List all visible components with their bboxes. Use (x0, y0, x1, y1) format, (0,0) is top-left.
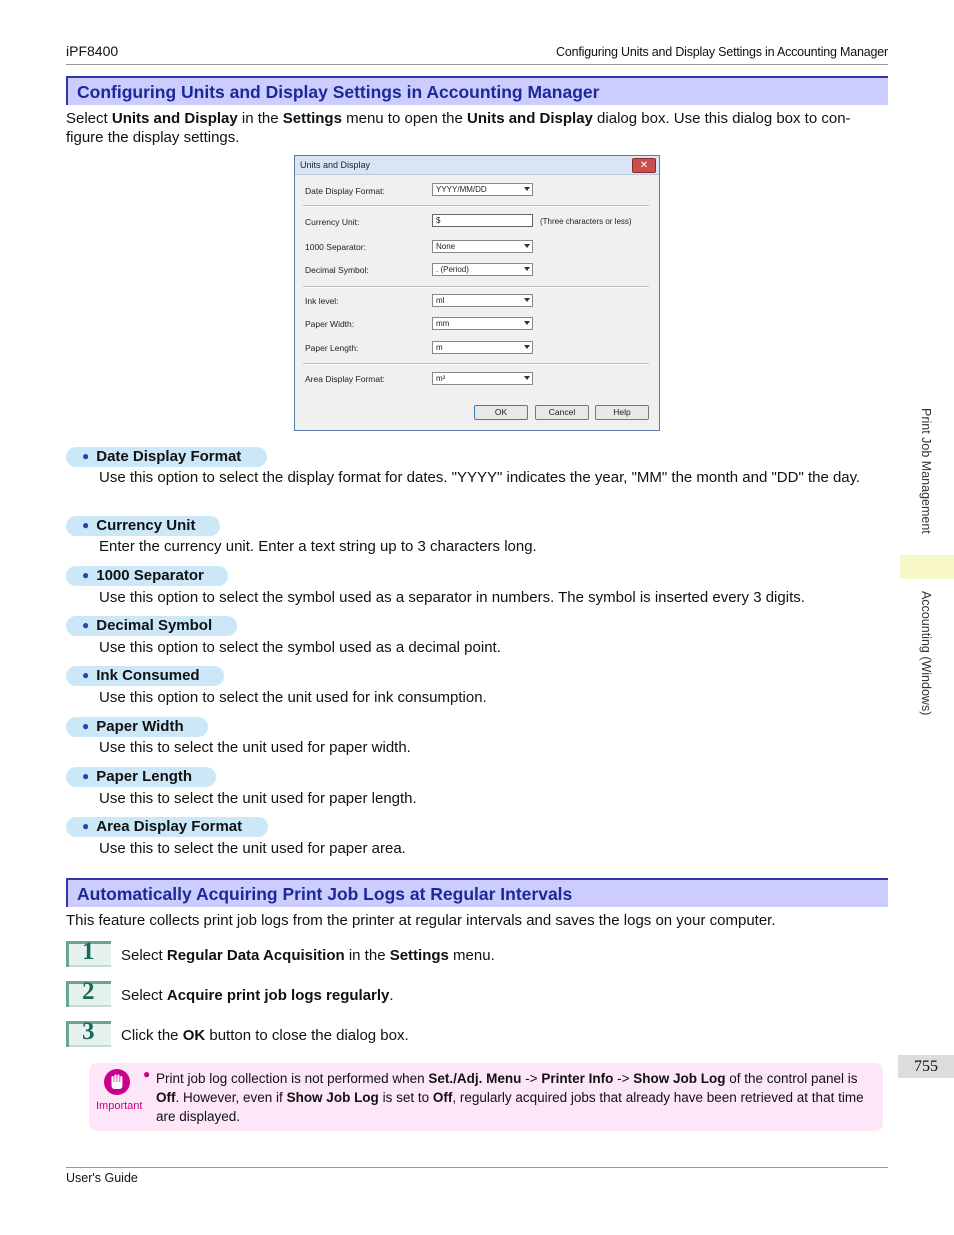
section2-intro: This feature collects print job logs from the printer at regular intervals and saves the logs on your computer. (66, 912, 776, 929)
footer-text: User's Guide (66, 1171, 138, 1185)
important-hand-icon (104, 1069, 130, 1095)
desc-area-display-format: Use this to select the unit used for paper area. (99, 840, 406, 857)
units-display-dialog (294, 155, 660, 431)
bullet-dot-icon: ● (82, 719, 90, 733)
page-number: 755 (898, 1055, 954, 1078)
help-button[interactable]: Help (595, 405, 649, 420)
separator-select[interactable]: None (432, 240, 533, 253)
dialog-divider (303, 363, 649, 365)
side-nav-print-job-management[interactable]: Print Job Management (919, 408, 933, 534)
decimal-label: Decimal Symbol: (305, 265, 369, 275)
bullet-area-display-format: ● Area Display Format (66, 817, 268, 837)
bullet-dot-icon: ● (82, 769, 90, 783)
side-nav-accounting-windows[interactable]: Accounting (Windows) (919, 591, 933, 716)
ink-level-label: Ink level: (305, 296, 339, 306)
bullet-ink-consumed: ● Ink Consumed (66, 666, 224, 686)
step-number-1: 1 (66, 941, 111, 967)
bullet-currency-unit: ● Currency Unit (66, 516, 220, 536)
desc-date-format: Use this option to select the display format for dates. "YYYY" indicates the year, "MM" the month and "DD" the day. (99, 469, 861, 486)
close-icon[interactable]: ✕ (632, 158, 656, 173)
side-nav-active-tab (900, 555, 954, 579)
chevron-down-icon (524, 298, 530, 302)
step-number-2: 2 (66, 981, 111, 1007)
decimal-select[interactable]: . (Period) (432, 263, 533, 276)
desc-paper-length: Use this to select the unit used for paper length. (99, 790, 417, 807)
product-name: iPF8400 (66, 43, 119, 59)
step-number-3: 3 (66, 1021, 111, 1047)
paper-width-label: Paper Width: (305, 319, 355, 329)
bullet-dot-icon: ● (82, 449, 90, 463)
currency-unit-label: Currency Unit: (305, 217, 360, 227)
chevron-down-icon (524, 267, 530, 271)
ink-level-select[interactable]: ml (432, 294, 533, 307)
ok-button[interactable]: OK (474, 405, 528, 420)
bullet-1000-separator: ● 1000 Separator (66, 566, 228, 586)
section-title-units-display: Configuring Units and Display Settings in Accounting Manager (66, 76, 888, 105)
chevron-down-icon (524, 376, 530, 380)
cancel-button[interactable]: Cancel (535, 405, 589, 420)
step-3-text: Click the OK button to close the dialog box. (121, 1027, 409, 1044)
paper-width-select[interactable]: mm (432, 317, 533, 330)
section-title-job-logs: Automatically Acquiring Print Job Logs at Regular Intervals (66, 878, 888, 907)
bullet-paper-length: ● Paper Length (66, 767, 216, 787)
desc-ink-consumed: Use this option to select the unit used for ink consumption. (99, 689, 487, 706)
footer-rule (66, 1167, 888, 1168)
desc-decimal-symbol: Use this option to select the symbol used as a decimal point. (99, 639, 501, 656)
dialog-title: Units and Display (300, 160, 371, 170)
dialog-divider (303, 286, 649, 288)
running-header: Configuring Units and Display Settings in Accounting Manager (556, 45, 888, 59)
section1-intro: Select Units and Display in the Settings menu to open the Units and Display dialog box. Use this dialog box to con-figure the display settings. (66, 110, 851, 146)
header-rule (66, 64, 888, 65)
bullet-dot-icon: ● (82, 668, 90, 682)
chevron-down-icon (524, 345, 530, 349)
date-format-select[interactable]: YYYY/MM/DD (432, 183, 533, 196)
bullet-dot-icon: ● (82, 618, 90, 632)
chevron-down-icon (524, 244, 530, 248)
chevron-down-icon (524, 321, 530, 325)
currency-note: (Three characters or less) (540, 217, 632, 226)
bullet-dot-icon: ● (143, 1067, 151, 1081)
important-label: Important (96, 1100, 143, 1112)
area-format-select[interactable]: m² (432, 372, 533, 385)
currency-unit-input[interactable]: $ (432, 214, 533, 227)
desc-1000-separator: Use this option to select the symbol used as a separator in numbers. The symbol is inserted every 3 digits. (99, 589, 805, 606)
step-1-text: Select Regular Data Acquisition in the Settings menu. (121, 947, 495, 964)
bullet-dot-icon: ● (82, 568, 90, 582)
desc-currency-unit: Enter the currency unit. Enter a text string up to 3 characters long. (99, 538, 537, 555)
area-format-label: Area Display Format: (305, 374, 385, 384)
bullet-paper-width: ● Paper Width (66, 717, 208, 737)
desc-paper-width: Use this to select the unit used for paper width. (99, 739, 411, 756)
bullet-dot-icon: ● (82, 518, 90, 532)
paper-length-select[interactable]: m (432, 341, 533, 354)
important-text: Print job log collection is not performed when Set./Adj. Menu -> Printer Info -> Show Job Log of the control panel is Off. However, even if Show Job Log is set to Off, regularly acquired jobs that already have been retrieved at that time are displayed. (156, 1071, 864, 1124)
chevron-down-icon (524, 187, 530, 191)
separator-label: 1000 Separator: (305, 242, 366, 252)
paper-length-label: Paper Length: (305, 343, 359, 353)
bullet-date-format: ● Date Display Format (66, 447, 267, 467)
bullet-decimal-symbol: ● Decimal Symbol (66, 616, 237, 636)
dialog-titlebar (295, 156, 659, 175)
step-2-text: Select Acquire print job logs regularly. (121, 987, 394, 1004)
dialog-divider (303, 205, 649, 207)
bullet-dot-icon: ● (82, 819, 90, 833)
date-format-label: Date Display Format: (305, 186, 385, 196)
